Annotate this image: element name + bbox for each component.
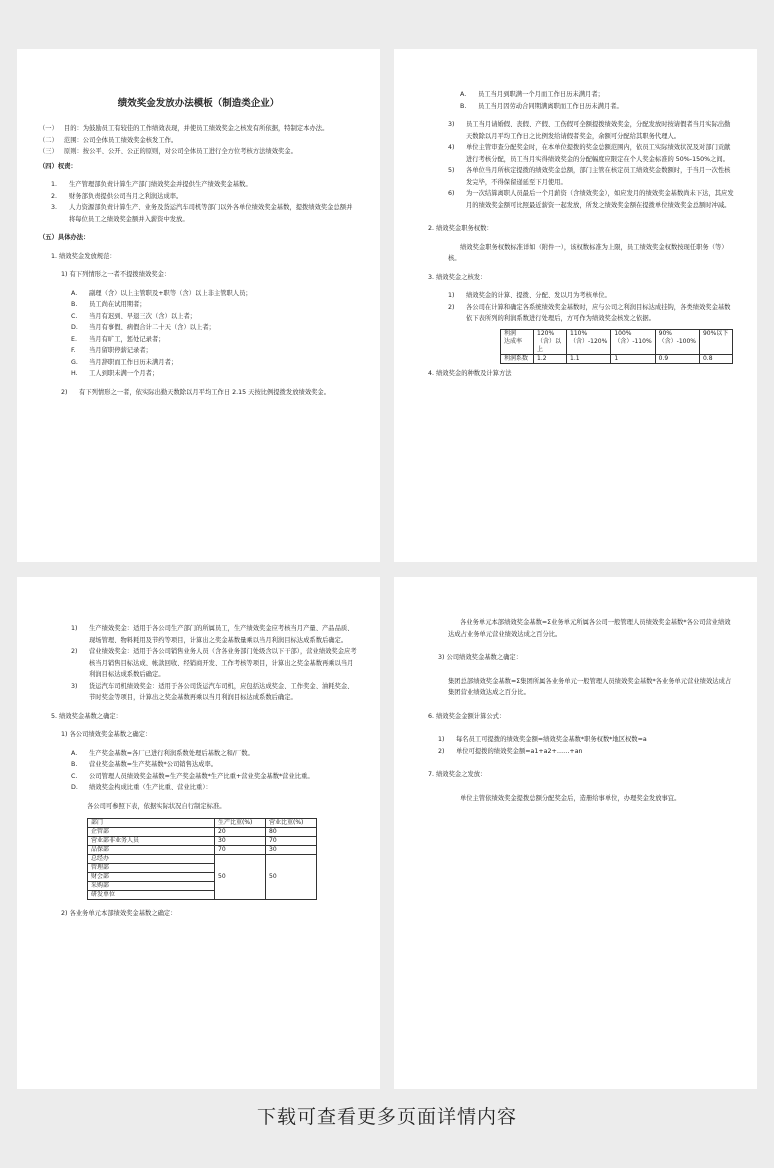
table-header: 110%（含）-120% xyxy=(567,329,611,354)
table-header: 120%（含）以上 xyxy=(534,329,567,354)
list-item: B. 营业奖金基数=生产奖基数*公司销售达成率。 xyxy=(71,761,218,768)
table-header: 生产比重(%) xyxy=(215,819,266,828)
table-cell: 0.8 xyxy=(699,354,732,363)
table-cell: 30 xyxy=(266,846,317,855)
document-page-3 xyxy=(17,577,380,1089)
list-item: A. 生产奖金基数=各厂已进行利润系数处理后基数之和/厂数。 xyxy=(71,749,254,757)
list-item: B. 员工尚在试用期者； xyxy=(71,301,146,308)
list-item: C. 当月有迟到、早退三次（含）以上者； xyxy=(71,312,197,320)
list-item: 2) 有下列情形之一者，依实际出勤天数除以月平均工作日 2.15 天按比例提拨发放绩效奖金。 xyxy=(61,388,331,396)
department-ratio-table xyxy=(87,818,317,900)
subsection-heading: 7. 绩效奖金之发放： xyxy=(428,771,487,778)
list-item: F. 当月留职停薪记录者； xyxy=(71,347,152,354)
table-cell: 利润系数 xyxy=(501,354,534,363)
list-item: D. 当月有事假、病假合计二十天（含）以上者； xyxy=(71,324,215,331)
list-item: 2) 各公司在计算和确定各系统绩效奖金基数时，应与公司之利润目标达成挂钩，各类绩效奖金基数依下表所列的利润系数进行处理后，方可作为绩效奖金核发之依据。 xyxy=(448,303,731,322)
subsection-heading: 1) 有下列情形之一者不提拨绩效奖金： xyxy=(61,271,171,278)
subsection-heading: 4. 绩效奖金的种数及计算方法 xyxy=(428,369,512,377)
table-cell: 20 xyxy=(215,828,266,837)
list-item: E. 当月有旷工，惩处记录者； xyxy=(71,335,165,343)
list-item: A. 副理（含）以上主管职及+职等（含）以上非主管职人员； xyxy=(71,289,252,297)
list-item: C. 公司管理人员绩效奖金基数=生产奖金基数*生产比重+营业奖金基数*营业比重。 xyxy=(71,772,314,780)
table-header: 90%以下 xyxy=(699,329,732,354)
paragraph: 各业务单元本部绩效奖金基数=Σ业务单元所属各公司一般管理人员绩效奖金基数*各公司营业绩效达成占业务单元营业绩效达成之百分比。 xyxy=(448,619,731,638)
paragraph: 集团总部绩效奖金基数=Σ集团所属各业务单元一般管理人员绩效奖金基数*各业务单元营业绩效达成占集团营业绩效达成之百分比。 xyxy=(448,677,732,696)
subsection-heading: 5. 绩效奖金基数之确定： xyxy=(51,712,122,720)
list-item: B. 员工当月因劳动合同期满离职而工作日历未满月者。 xyxy=(460,102,623,110)
table-cell: 50 xyxy=(266,855,317,900)
table-cell: 企管部 xyxy=(88,828,215,837)
table-cell: 1.1 xyxy=(567,354,611,363)
table-cell: 营业部非业务人员 xyxy=(88,837,215,846)
paragraph: 绩效奖金职务权数标准详如（附件一），该权数标准为上限，员工绩效奖金权数按现任职务（等）核。 xyxy=(448,243,728,262)
table-header: 100%（含）-110% xyxy=(611,329,655,354)
table-cell: 采购部 xyxy=(88,882,215,891)
list-item: 2) 营业绩效奖金：适用于各公司销售业务人员（含各业务部门处级含以下干部），营业绩效奖金应考核当月销售目标达成、帐款回收、经销商开发、工作考核等项目，计算出之奖金基数再乘以当月利润目标达成系数后确定。 xyxy=(71,648,357,678)
list-item: 1. 生产管理部负责计算生产部门绩效奖金并提供生产绩效奖金基数。 xyxy=(51,181,252,188)
list-item: D. 绩效奖金构成比重（生产比重、营业比重）： xyxy=(71,784,212,791)
table-cell: 研发单位 xyxy=(88,891,215,900)
table-header: 部门 xyxy=(88,819,215,828)
paragraph: 各公司可参照下表，依据实际状况自行制定标准。 xyxy=(87,802,226,810)
list-item: 4) 单位主管审查分配奖金时，在本单位提拨的奖金总额范围内，依员工实际绩效状况及对部门贡献进行考核分配，员工当月实得绩效奖金的分配幅度应限定在个人奖金标准的 50%-150%之间。 xyxy=(448,144,731,163)
table-header: 营业比重(%) xyxy=(266,819,317,828)
table-cell: 品保部 xyxy=(88,846,215,855)
subsection-heading: 3) 公司绩效奖金基数之确定： xyxy=(438,654,523,661)
list-item: 3. 人力资源部负责计算生产、业务及货运汽车司机等部门以外各单位绩效奖金基数，提拨绩效奖金总额并将每位员工之绩效奖金额并入薪资中发放。 xyxy=(51,204,353,223)
document-page-1 xyxy=(17,49,380,562)
table-cell: 80 xyxy=(266,828,317,837)
list-item: （三） 原则：按公平、公开、公正的原则，对公司全体员工进行全方位考核方法绩效奖金。 xyxy=(39,148,297,155)
table-cell: 30 xyxy=(215,837,266,846)
list-item: 3) 货运汽车司机绩效奖金：适用于各公司货运汽车司机，应包括达成奖金、工作奖金、油耗奖金、节时奖金等项目，计算出之奖金基数再乘以当月利润目标达成系数后确定。 xyxy=(71,682,354,701)
document-page-4 xyxy=(394,577,757,1089)
document-page-2 xyxy=(394,49,757,562)
list-item: A. 员工当月到职满一个月而工作日历未满月者； xyxy=(460,91,604,98)
table-header: 90%（含）-100% xyxy=(655,329,699,354)
table-cell: 70 xyxy=(215,846,266,855)
table-cell: 1.2 xyxy=(534,354,567,363)
section-heading: （五）具体办法： xyxy=(39,234,90,241)
table-cell: 总经办 xyxy=(88,855,215,864)
subsection-heading: 1. 绩效奖金发放规范： xyxy=(51,252,116,260)
list-item: （二） 范围：公司全体员工绩效奖金核发工作。 xyxy=(39,136,178,144)
list-item: 5) 各单位当月所核定提拨的绩效奖金总额，部门主管在核定员工绩效奖金数额时，于当月一次性核发完毕，不得保留递延至下月使用。 xyxy=(448,167,731,186)
list-item: 2. 财务部负责提供公司当月之利润达成率。 xyxy=(51,192,183,200)
list-item: 1) 每名员工可提拨的绩效奖金额=绩效奖金基数*职务权数*地区权数=a xyxy=(438,736,647,743)
list-item: 1) 绩效奖金的计算、提拨、分配、发以月为考核单位。 xyxy=(448,292,611,299)
paragraph: 单位主管依绩效奖金提拨总额分配奖金后，造册给事单位，办理奖金发放事宜。 xyxy=(460,794,681,802)
list-item: 2) 单位可提拨的绩效奖金额=a1+a2+……+an xyxy=(438,747,583,755)
subsection-heading: 2) 各业务单元本部绩效奖金基数之确定： xyxy=(61,910,177,917)
table-header: 利润 达成率 xyxy=(501,329,534,354)
subsection-heading: 6. 绩效奖金金额计算公式： xyxy=(428,712,506,720)
document-title: 绩效奖金发放办法模板（制造类企业） xyxy=(117,98,280,109)
subsection-heading: 2. 绩效奖金职务权数： xyxy=(428,225,493,232)
list-item: 1) 生产绩效奖金：适用于各公司生产部门的所属员工，生产绩效奖金应考核当月产量、产品品质、现场管理、物料耗用及节约等项目，计算出之奖金基数量乘以当月利润目标达成系数后确定。 xyxy=(71,625,354,644)
subsection-heading: 3. 绩效奖金之核发： xyxy=(428,273,487,281)
more-pages-caption: 下载可查看更多页面详情内容 xyxy=(256,1106,517,1128)
subsection-heading: 1) 各公司绩效奖金基数之确定： xyxy=(61,731,152,738)
table-cell: 50 xyxy=(215,855,266,900)
list-item: 6) 为一次结算离职人员最后一个月薪资（含绩效奖金），如应发月的绩效奖金基数尚未下达，其应发月的绩效奖金额可比照最近薪资一起发放，所发之绩效奖金额在提拨单位绩效奖金总额时冲减。 xyxy=(448,190,734,209)
list-item: G. 当月辞职而工作日历未满月者； xyxy=(71,358,178,366)
list-item: H. 工人到职未满一个月者； xyxy=(71,370,159,377)
section-heading: （四）权责： xyxy=(39,162,77,170)
table-cell: 70 xyxy=(266,837,317,846)
profit-rate-table xyxy=(500,329,733,364)
table-cell: 0.9 xyxy=(655,354,699,363)
table-cell: 1 xyxy=(611,354,655,363)
table-cell: 财会部 xyxy=(88,873,215,882)
list-item: （一） 目的：为鼓励员工有较佳的工作绩效表现，并使员工绩效奖金之核发有所依据，特制定本办法。 xyxy=(39,125,329,132)
list-item: 3) 员工当月请婚假、丧假、产假、工伤假可全额提拨绩效奖金，分配发放时按请假者当月实际出勤天数除以月平均工作日之比例发给请假者奖金，余额可分配给其职务代理人。 xyxy=(448,121,731,140)
table-cell: 管理部 xyxy=(88,864,215,873)
